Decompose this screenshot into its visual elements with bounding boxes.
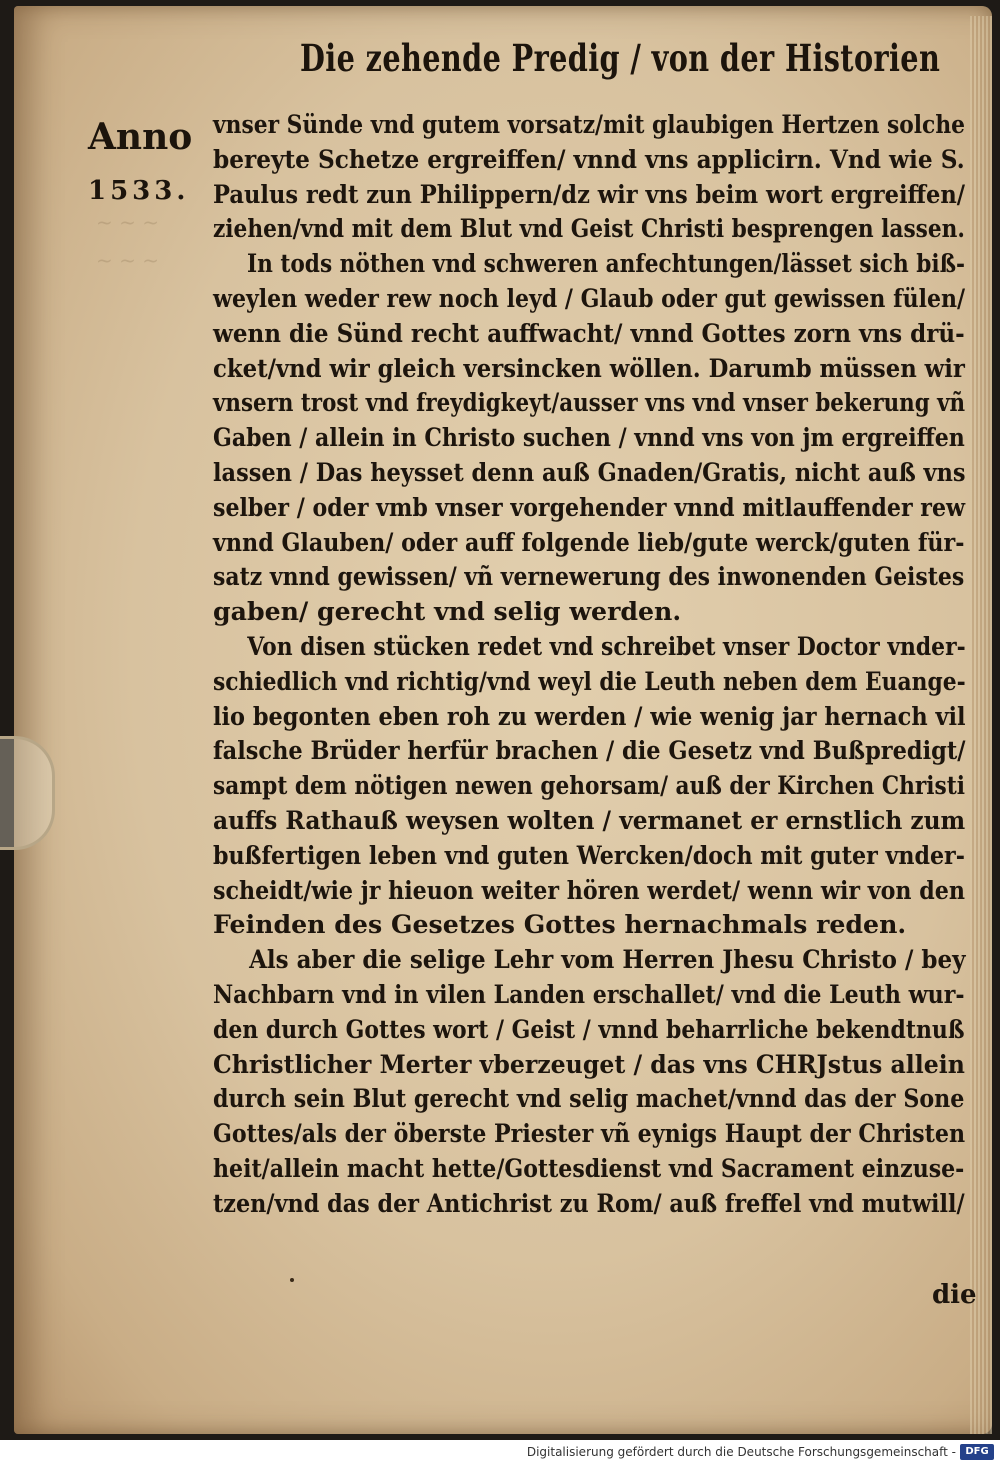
- text-line: Nachbarn vnd in vilen Landen erschallet/ vnd die Leuth wur-: [213, 979, 965, 1010]
- catchword: die: [932, 1280, 977, 1310]
- page-edge-shading: [970, 16, 992, 1434]
- text-line: weylen weder rew noch leyd / Glaub oder gut gewissen fülen/: [213, 283, 966, 314]
- dfg-logo: DFG: [960, 1444, 994, 1460]
- text-line: gaben/ gerecht vnd selig werden.: [213, 597, 682, 628]
- text-line: selber / oder vmb vnser vorgehender vnnd mitlauffender rew: [213, 492, 966, 523]
- text-line: Gottes/als der öberste Priester vñ eynigs Haupt der Christen: [213, 1119, 966, 1150]
- text-line: Gaben / allein in Christo suchen / vnnd vns von jm ergreiffen: [213, 423, 965, 454]
- text-line: wenn die Sünd recht auffwacht/ vnnd Gottes zorn vns drü-: [213, 318, 965, 349]
- margin-year-label: Anno: [88, 116, 193, 158]
- text-line: Von disen stücken redet vnd schreibet vnser Doctor vnder-: [247, 631, 966, 662]
- text-line: satz vnnd gewissen/ vñ vernewerung des inwonenden Geistes: [213, 562, 965, 593]
- text-line: Als aber die selige Lehr vom Herren Jhesu Christo / bey: [249, 945, 966, 976]
- text-line: vnser Sünde vnd gutem vorsatz/mit glaubigen Hertzen solche: [213, 110, 966, 140]
- text-line: cket/vnd wir gleich versincken wöllen. Darumb müssen wir: [213, 353, 965, 384]
- text-line: ziehen/vnd mit dem Blut vnd Geist Christi besprengen lassen.: [213, 214, 965, 245]
- text-line: lio begonten eben roh zu werden / wie wenig jar hernach vil: [213, 701, 966, 732]
- text-line: vnnd Glauben/ oder auff folgende lieb/gute werck/guten für-: [213, 527, 965, 558]
- body-text: [213, 108, 973, 1222]
- text-line: Paulus redt zun Philippern/dz wir vns beim wort ergreiffen/: [213, 179, 966, 210]
- text-line: vnsern trost vnd freydigkeyt/ausser vns vnd vnser bekerung vñ: [213, 388, 966, 419]
- text-line: bereyte Schetze ergreiffen/ vnnd vns applicirn. Vnd wie S.: [213, 144, 965, 175]
- text-line: schiedlich vnd richtig/vnd weyl die Leuth neben dem Euange-: [213, 666, 966, 697]
- text-line: falsche Brüder herfür brachen / die Gesetz vnd Bußpredigt/: [213, 736, 966, 767]
- text-line: durch sein Blut gerecht vnd selig machet/vnnd das der Sone: [213, 1084, 965, 1115]
- funding-credit: Digitalisierung gefördert durch die Deutsche Forschungsgemeinschaft -: [526, 1445, 956, 1459]
- footer-bar: [0, 1440, 1000, 1466]
- text-line: den durch Gottes wort / Geist / vnnd beharrliche bekendtnuß: [213, 1014, 965, 1045]
- text-line: In tods nöthen vnd schweren anfechtungen/lässet sich biß-: [246, 249, 966, 280]
- text-line: heit/allein macht hette/Gottesdienst vnd Sacrament einzuse-: [213, 1153, 965, 1184]
- bleed-through-mark: ~ ~ ~: [96, 210, 159, 234]
- text-line: sampt dem nötigen newen gehorsam/ auß der Kirchen Christi: [213, 771, 965, 802]
- text-line: tzen/vnd das der Antichrist zu Rom/ auß freffel vnd mutwill/: [213, 1188, 965, 1219]
- text-line: Christlicher Merter vberzeuget / das vns CHRJstus allein: [213, 1049, 965, 1080]
- text-line: scheidt/wie jr hieuon weiter hören werdet/ wenn wir von den: [213, 875, 965, 906]
- bleed-through-mark: ~ ~ ~: [96, 248, 159, 272]
- text-line: lassen / Das heysset denn auß Gnaden/Gratis, nicht auß vns: [213, 457, 966, 488]
- text-line: Feinden des Gesetzes Gottes hernachmals reden.: [213, 910, 907, 941]
- margin-note: [88, 116, 192, 206]
- page-clip: [0, 736, 55, 850]
- ink-speck: [290, 1278, 294, 1282]
- margin-year-value: 1533.: [88, 176, 190, 206]
- running-header: Die zehende Predig / von der Historien: [300, 36, 941, 80]
- text-line: auffs Rathauß weysen wolten / vermanet er ernstlich zum: [213, 805, 966, 836]
- text-line: bußfertigen leben vnd guten Wercken/doch mit guter vnder-: [213, 840, 965, 871]
